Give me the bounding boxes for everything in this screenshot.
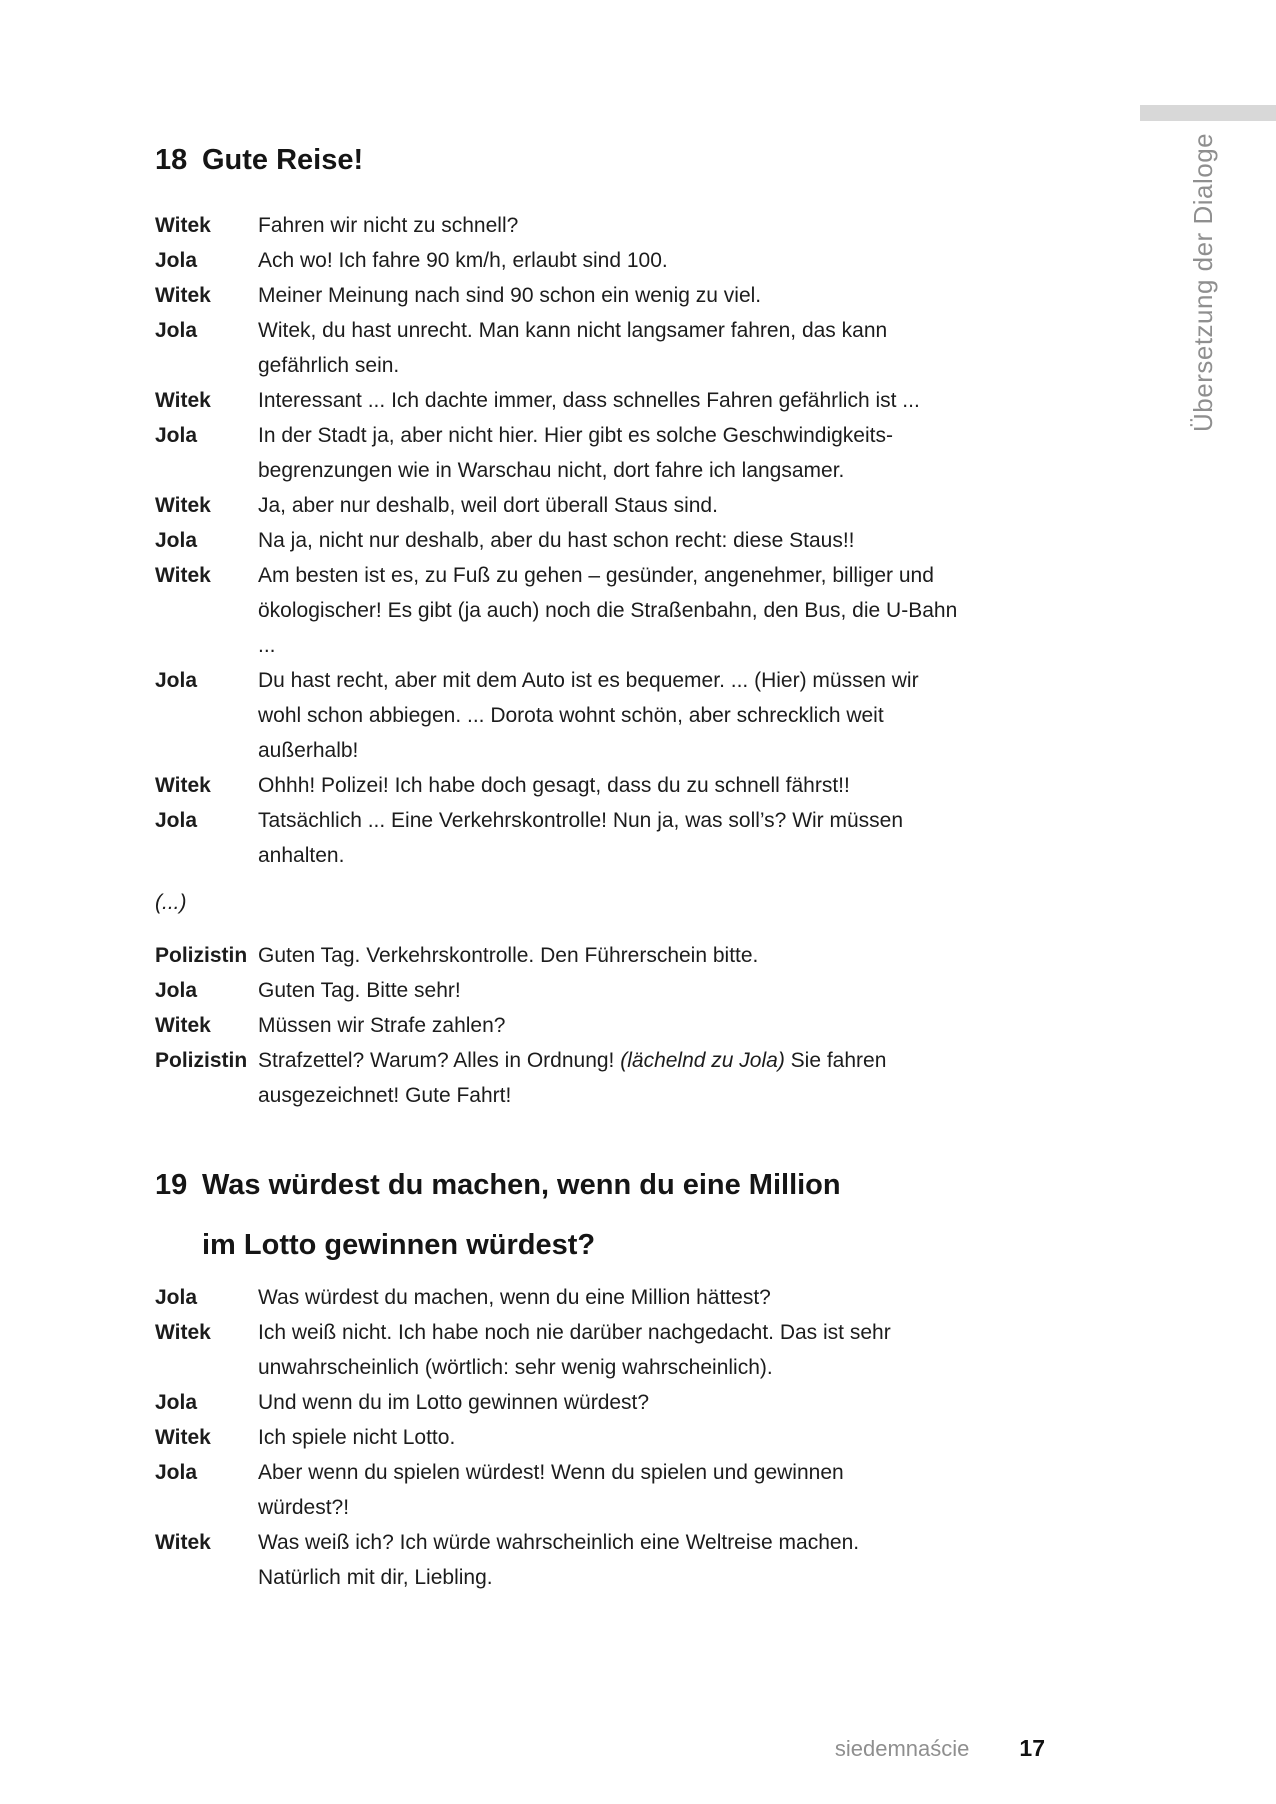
dialogue-line: begrenzungen wie in Warschau nicht, dort fahre ich langsamer. bbox=[258, 459, 845, 482]
speaker-label: Jola bbox=[155, 809, 198, 832]
dialogue-line: Du hast recht, aber mit dem Auto ist es bequemer. ... (Hier) müssen wir bbox=[258, 669, 919, 692]
dialogue-line: Ich weiß nicht. Ich habe noch nie darüber nachgedacht. Das ist sehr bbox=[258, 1321, 891, 1344]
section-title-line: Gute Reise! bbox=[202, 144, 364, 176]
dialogue-line: Meiner Meinung nach sind 90 schon ein wenig zu viel. bbox=[258, 284, 762, 307]
speaker-label: Witek bbox=[155, 389, 211, 412]
dialogue-line: Ohhh! Polizei! Ich habe doch gesagt, dass du zu schnell fährst!! bbox=[258, 774, 850, 797]
speaker-label: Jola bbox=[155, 1391, 198, 1414]
dialogue-line: Müssen wir Strafe zahlen? bbox=[258, 1014, 506, 1037]
speaker-label: Jola bbox=[155, 319, 198, 342]
dialogue-line: anhalten. bbox=[258, 844, 345, 867]
dialogue-line: würdest?! bbox=[258, 1496, 350, 1519]
dialogue-row bbox=[155, 313, 980, 383]
dialogue-text bbox=[258, 973, 980, 1008]
dialogue-text bbox=[258, 938, 980, 973]
dialogue-text bbox=[258, 558, 980, 663]
dialogue-row bbox=[155, 1315, 980, 1385]
speaker-label: Jola bbox=[155, 1286, 198, 1309]
dialogue-row bbox=[155, 1525, 980, 1595]
section-19 bbox=[155, 1155, 980, 1595]
speaker-label: Jola bbox=[155, 249, 198, 272]
dialogue-text bbox=[258, 418, 980, 488]
speaker-label: Jola bbox=[155, 979, 198, 1002]
section-heading bbox=[155, 1155, 980, 1275]
page-number: 17 bbox=[1019, 1735, 1045, 1761]
dialogue-text bbox=[258, 803, 980, 873]
dialogue-ellipsis-note: (...) bbox=[155, 891, 187, 914]
section-title bbox=[202, 1155, 980, 1275]
dialogue-line: wohl schon abbiegen. ... Dorota wohnt schön, aber schrecklich weit bbox=[258, 704, 884, 727]
dialogue-line: Aber wenn du spielen würdest! Wenn du spielen und gewinnen bbox=[258, 1461, 844, 1484]
speaker-label: Witek bbox=[155, 1014, 211, 1037]
dialogue-line: außerhalb! bbox=[258, 739, 359, 762]
section-title-line: Was würdest du machen, wenn du eine Million bbox=[202, 1169, 841, 1201]
dialogue-text bbox=[258, 278, 980, 313]
dialogue-line: Ich spiele nicht Lotto. bbox=[258, 1426, 456, 1449]
dialogue-text bbox=[258, 523, 980, 558]
dialogue-line: Guten Tag. Verkehrskontrolle. Den Führerschein bitte. bbox=[258, 944, 759, 967]
dialogue-line: Natürlich mit dir, Liebling. bbox=[258, 1566, 493, 1589]
dialogue-line: Guten Tag. Bitte sehr! bbox=[258, 979, 461, 1002]
dialogue-text bbox=[258, 488, 980, 523]
dialogue-line: Interessant ... Ich dachte immer, dass schnelles Fahren gefährlich ist ... bbox=[258, 389, 920, 412]
dialogue-line: Fahren wir nicht zu schnell? bbox=[258, 214, 519, 237]
sidebar-vertical-label: Übersetzung der Dialoge bbox=[1188, 132, 1218, 432]
dialogue-line: Was weiß ich? Ich würde wahrscheinlich eine Weltreise machen. bbox=[258, 1531, 860, 1554]
dialogue-line: In der Stadt ja, aber nicht hier. Hier gibt es solche Geschwindigkeits- bbox=[258, 424, 893, 447]
speaker-label: Witek bbox=[155, 1426, 211, 1449]
section-heading bbox=[155, 130, 980, 190]
speaker-label: Jola bbox=[155, 529, 198, 552]
dialogue-line: Witek, du hast unrecht. Man kann nicht langsamer fahren, das kann bbox=[258, 319, 888, 342]
dialogue-row bbox=[155, 973, 980, 1008]
dialogue-line: ökologischer! Es gibt (ja auch) noch die Straßenbahn, den Bus, die U-Bahn bbox=[258, 599, 958, 622]
dialogue-line: Was würdest du machen, wenn du eine Million hättest? bbox=[258, 1286, 771, 1309]
dialogue-text bbox=[258, 1455, 980, 1525]
dialogue-row bbox=[155, 383, 980, 418]
speaker-label: Witek bbox=[155, 1531, 211, 1554]
speaker-label: Witek bbox=[155, 214, 211, 237]
dialogue-text bbox=[258, 1385, 980, 1420]
dialogue-line: unwahrscheinlich (wörtlich: sehr wenig wahrscheinlich). bbox=[258, 1356, 773, 1379]
dialogue-line: ausgezeichnet! Gute Fahrt! bbox=[258, 1084, 512, 1107]
dialogue-row bbox=[155, 1008, 980, 1043]
dialogue-row bbox=[155, 1455, 980, 1525]
dialogue-row bbox=[155, 208, 980, 243]
dialogue-row bbox=[155, 1280, 980, 1315]
dialogue-row bbox=[155, 1385, 980, 1420]
dialogue-line: Am besten ist es, zu Fuß zu gehen – gesünder, angenehmer, billiger und bbox=[258, 564, 934, 587]
dialogue-row bbox=[155, 1043, 980, 1113]
dialogue-row bbox=[155, 278, 980, 313]
page-number-word: siedemnaście bbox=[834, 1736, 970, 1761]
speaker-label: Witek bbox=[155, 284, 211, 307]
dialogue-line: Ach wo! Ich fahre 90 km/h, erlaubt sind 100. bbox=[258, 249, 668, 272]
dialogue-row bbox=[155, 488, 980, 523]
section-number: 18 bbox=[155, 144, 188, 176]
dialogue-text bbox=[258, 1008, 980, 1043]
speaker-label: Witek bbox=[155, 564, 211, 587]
dialogue-text bbox=[258, 1043, 980, 1113]
dialogue-row bbox=[155, 938, 980, 973]
page-footer bbox=[0, 1735, 1045, 1762]
dialogue-line: Strafzettel? Warum? Alles in Ordnung! (lächelnd zu Jola) Sie fahren bbox=[258, 1049, 887, 1072]
dialogue-text bbox=[258, 1525, 980, 1595]
dialogue-line: Ja, aber nur deshalb, weil dort überall Staus sind. bbox=[258, 494, 718, 517]
dialogue-row bbox=[155, 418, 980, 488]
dialogue-line: Tatsächlich ... Eine Verkehrskontrolle! Nun ja, was soll’s? Wir müssen bbox=[258, 809, 904, 832]
dialogue-text bbox=[258, 208, 980, 243]
dialogue-translations bbox=[155, 130, 980, 1595]
dialogue-line: Und wenn du im Lotto gewinnen würdest? bbox=[258, 1391, 650, 1414]
dialogue-text bbox=[258, 1315, 980, 1385]
dialogue-text bbox=[258, 1280, 980, 1315]
dialogue-line: ... bbox=[258, 634, 276, 657]
dialogue-text bbox=[258, 1420, 980, 1455]
speaker-label: Witek bbox=[155, 1321, 211, 1344]
dialogue-text bbox=[258, 313, 980, 383]
dialogue-row bbox=[155, 768, 980, 803]
dialogue-row bbox=[155, 663, 980, 768]
section-title bbox=[202, 130, 980, 190]
speaker-label: Witek bbox=[155, 774, 211, 797]
dialogue-row bbox=[155, 243, 980, 278]
dialogue-block bbox=[155, 208, 980, 873]
dialogue-row bbox=[155, 523, 980, 558]
dialogue-block bbox=[155, 938, 980, 1113]
page-corner-bar bbox=[1140, 105, 1276, 121]
speaker-label: Polizistin bbox=[155, 1049, 248, 1072]
section-number: 19 bbox=[155, 1169, 188, 1201]
dialogue-text bbox=[258, 243, 980, 278]
speaker-label: Jola bbox=[155, 424, 198, 447]
dialogue-row bbox=[155, 1420, 980, 1455]
dialogue-line: Na ja, nicht nur deshalb, aber du hast schon recht: diese Staus!! bbox=[258, 529, 855, 552]
dialogue-row bbox=[155, 803, 980, 873]
speaker-label: Polizistin bbox=[155, 944, 248, 967]
speaker-label: Jola bbox=[155, 669, 198, 692]
speaker-label: Witek bbox=[155, 494, 211, 517]
dialogue-row bbox=[155, 558, 980, 663]
dialogue-line: gefährlich sein. bbox=[258, 354, 400, 377]
section-18 bbox=[155, 130, 980, 1113]
section-title-line: im Lotto gewinnen würdest? bbox=[202, 1229, 596, 1261]
dialogue-block bbox=[155, 1280, 980, 1595]
dialogue-text bbox=[258, 663, 980, 768]
dialogue-text bbox=[258, 383, 980, 418]
dialogue-text bbox=[258, 768, 980, 803]
speaker-label: Jola bbox=[155, 1461, 198, 1484]
